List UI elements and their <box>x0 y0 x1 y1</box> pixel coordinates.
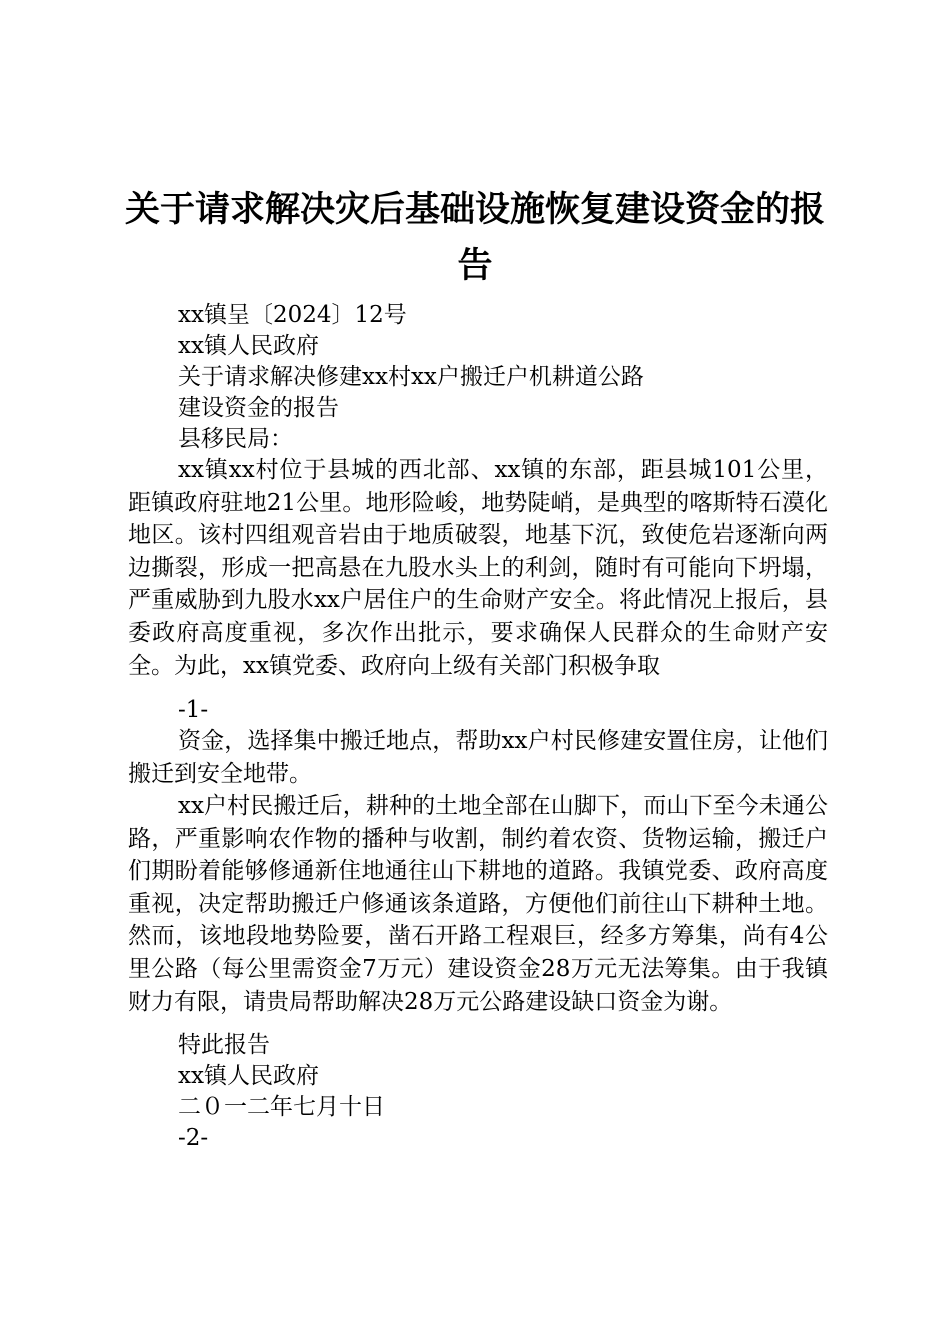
title-line-2: 告 <box>457 246 493 286</box>
subject-line-2: 建设资金的报告 <box>178 395 339 421</box>
recipient: 县移民局： <box>178 426 293 452</box>
doc-number: xx镇呈〔2024〕12号 <box>178 302 407 328</box>
body-paragraph-3: xx户村民搬迁后，耕种的土地全部在山脚下，而山下至今未通公路，严重影响农作物的播种与收割，制约着农资、货物运输，搬迁户们期盼着能够修通新住地通往山下耕地的道路。我镇党委、政府高度重视，决定帮助搬迁户修通该条道路，方便他们前往山下耕种土地。然而，该地段地势险要，凿石开路工程艰巨，经多方筹集，尚有4公里公路（每公里需资金7万元）建设资金28万元无法筹集。由于我镇财力有限，请贵局帮助解决28万元公路建设缺口资金为谢。 <box>128 793 828 1015</box>
subject-line-1: 关于请求解决修建xx村xx户搬迁户机耕道公路 <box>178 364 644 390</box>
body-paragraph-2: 资金，选择集中搬迁地点，帮助xx户村民修建安置住房，让他们搬迁到安全地带。 <box>128 728 828 787</box>
title-line-1: 关于请求解决灾后基础设施恢复建设资金的报 <box>124 190 825 230</box>
issuer: xx镇人民政府 <box>178 333 319 359</box>
page-number-2: -2- <box>178 1125 209 1151</box>
closing: 特此报告 <box>178 1032 270 1058</box>
signature: xx镇人民政府 <box>178 1063 319 1089</box>
date: 二０一二年七月十日 <box>178 1094 385 1120</box>
document-title <box>100 182 850 294</box>
body-paragraph-1: xx镇xx村位于县城的西北部、xx镇的东部，距县城101公里，距镇政府驻地21公里。地形险峻，地势陡峭，是典型的喀斯特石漠化地区。该村四组观音岩由于地质破裂，地基下沉，致使危岩逐渐向两边撕裂，形成一把高悬在九股水头上的利剑，随时有可能向下坍塌，严重威胁到九股水xx户居住户的生命财产安全。将此情况上报后，县委政府高度重视，多次作出批示，要求确保人民群众的生命财产安全。为此，xx镇党委、政府向上级有关部门积极争取 <box>128 457 828 679</box>
page-number-1: -1- <box>178 697 209 723</box>
